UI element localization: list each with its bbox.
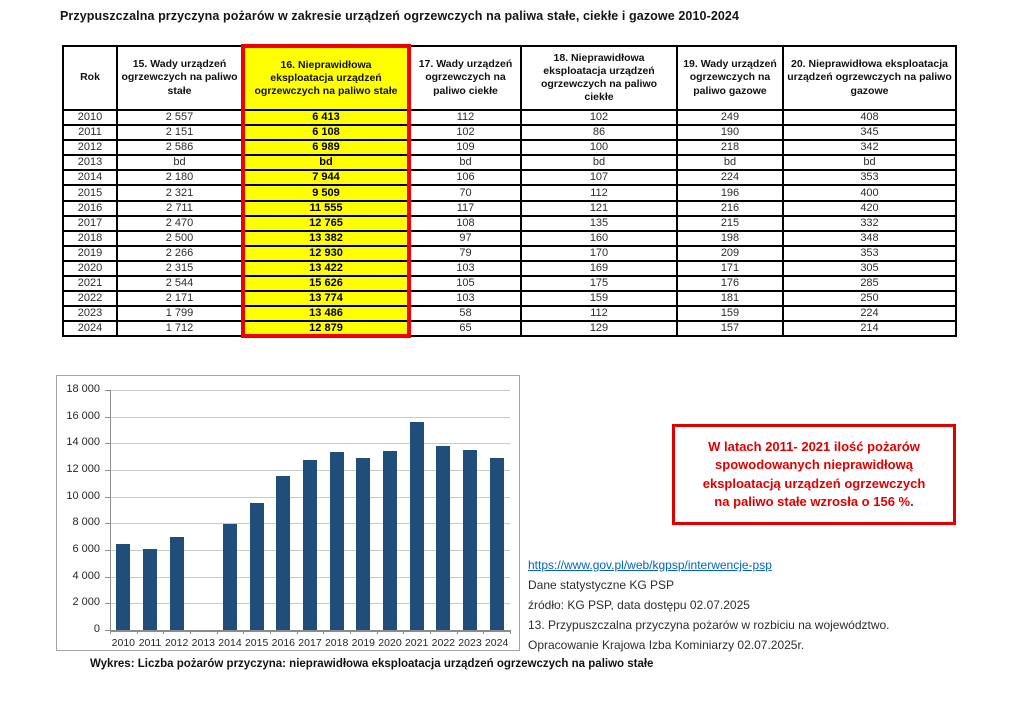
column-header: Rok	[63, 46, 117, 110]
x-axis-tick	[377, 630, 378, 634]
chart-bar	[303, 460, 317, 630]
x-axis-tick	[510, 630, 511, 634]
year-cell: 2024	[63, 321, 117, 336]
table-cell: 129	[521, 321, 677, 336]
table-cell: 400	[783, 185, 956, 200]
table-cell: 58	[409, 306, 521, 321]
table-head	[63, 46, 956, 110]
x-axis-tick-label: 2016	[271, 637, 295, 649]
table-row	[63, 216, 956, 231]
sources-block	[528, 555, 890, 655]
x-axis-tick	[430, 630, 431, 634]
table-cell: 215	[677, 216, 783, 231]
table-row	[63, 201, 956, 216]
table-cell: 157	[677, 321, 783, 336]
chart-bar	[170, 537, 184, 630]
table-row	[63, 170, 956, 185]
year-cell: 2013	[63, 155, 117, 170]
chart-bar	[383, 451, 397, 630]
x-axis-tick-label: 2019	[351, 637, 375, 649]
x-axis-tick-label: 2018	[324, 637, 349, 649]
table-row	[63, 110, 956, 125]
table-row	[63, 276, 956, 291]
year-cell: 2014	[63, 170, 117, 185]
table-cell: 6 413	[243, 110, 409, 125]
table-cell: 6 989	[243, 140, 409, 155]
chart-bar	[463, 450, 477, 630]
annotation-line: na paliwo stałe wzrosła o 156 %.	[714, 493, 914, 509]
table-cell: 117	[409, 201, 521, 216]
year-cell: 2012	[63, 140, 117, 155]
table-cell: 170	[521, 246, 677, 261]
x-axis-tick-label: 2014	[218, 637, 242, 649]
table-cell: 224	[783, 306, 956, 321]
table-row	[63, 140, 956, 155]
table-cell: 285	[783, 276, 956, 291]
table-cell: 12 930	[243, 246, 409, 261]
table-cell: 175	[521, 276, 677, 291]
source-line: Opracowanie Krajowa Izba Kominiarzy 02.07.2025r.	[528, 638, 805, 652]
annotation-box	[672, 424, 956, 525]
table-cell: 2 315	[117, 261, 243, 276]
table-cell: 102	[409, 125, 521, 140]
y-axis-tick-label: 0	[93, 623, 100, 635]
y-axis-tick-label: 10 000	[66, 489, 100, 502]
table-cell: 103	[409, 261, 521, 276]
table-cell: 13 422	[243, 261, 409, 276]
table-cell: bd	[117, 155, 243, 170]
chart-bar	[223, 524, 237, 630]
table-cell: 108	[409, 216, 521, 231]
table-body	[63, 110, 956, 336]
table-cell: 70	[409, 185, 521, 200]
gov-psp-link[interactable]: https://www.gov.pl/web/kgpsp/interwencje-psp	[528, 558, 772, 572]
x-axis-tick-label: 2023	[458, 637, 482, 649]
x-axis-tick	[110, 630, 111, 634]
chart-bar	[143, 549, 157, 630]
table-cell: 214	[783, 321, 956, 336]
table-cell: 112	[521, 306, 677, 321]
table-cell: 112	[409, 110, 521, 125]
x-axis-tick-label: 2020	[378, 637, 402, 649]
table-cell: 353	[783, 170, 956, 185]
source-line: źródło: KG PSP, data dostępu 02.07.2025	[528, 598, 750, 612]
source-link-line	[528, 555, 890, 575]
table-row	[63, 125, 956, 140]
y-axis-tick-label: 4 000	[72, 569, 100, 582]
table-cell: 408	[783, 110, 956, 125]
chart-bar	[410, 422, 424, 630]
chart-bar	[116, 544, 130, 630]
year-cell: 2016	[63, 201, 117, 216]
chart-bar	[436, 446, 450, 630]
table-cell: 342	[783, 140, 956, 155]
column-header: 15. Wady urządzeń ogrzewczych na paliwo stałe	[117, 46, 243, 110]
x-axis-tick	[483, 630, 484, 634]
table-cell: 2 544	[117, 276, 243, 291]
x-axis-tick	[297, 630, 298, 634]
y-axis-tick-label: 18 000	[66, 383, 100, 395]
table-cell: 13 486	[243, 306, 409, 321]
table-row	[63, 306, 956, 321]
column-header: 18. Nieprawidłowa eksploatacja urządzeń ogrzewczych na paliwo ciekłe	[521, 46, 677, 110]
annotation-line: eksploatacją urządzeń ogrzewczych	[702, 475, 926, 491]
table-cell: 7 944	[243, 170, 409, 185]
y-axis-tick-label: 8 000	[72, 516, 100, 529]
table-cell: 249	[677, 110, 783, 125]
chart-bar	[490, 458, 504, 630]
annotation-line: W latach 2011- 2021 ilość pożarów	[708, 438, 920, 454]
page-title: Przypuszczalna przyczyna pożarów w zakresie urządzeń ogrzewczych na paliwa stałe, ciekłe i gazowe 2010-2024	[60, 9, 740, 23]
chart-bar	[356, 458, 370, 630]
column-header: 19. Wady urządzeń ogrzewczych na paliwo gazowe	[677, 46, 783, 110]
table-cell: 190	[677, 125, 783, 140]
x-axis-tick-label: 2024	[484, 637, 509, 649]
table-cell: 159	[677, 306, 783, 321]
table-cell: 13 774	[243, 291, 409, 306]
y-axis-tick-label: 16 000	[66, 409, 100, 422]
table-cell: bd	[677, 155, 783, 170]
table-cell: 97	[409, 231, 521, 246]
table-cell: 218	[677, 140, 783, 155]
x-axis-line	[110, 630, 511, 632]
table-cell: 2 151	[117, 125, 243, 140]
table-cell: 100	[521, 140, 677, 155]
bar-chart	[56, 375, 520, 651]
year-cell: 2018	[63, 231, 117, 246]
table-cell: 106	[409, 170, 521, 185]
x-axis-tick-label: 2012	[164, 637, 189, 649]
y-axis-tick-label: 12 000	[66, 463, 100, 475]
column-header: 20. Nieprawidłowa eksploatacja urządzeń ogrzewczych na paliwo gazowe	[783, 46, 956, 110]
y-axis-line	[110, 390, 111, 630]
chart-bar	[250, 503, 264, 630]
table-cell: 224	[677, 170, 783, 185]
table-row	[63, 155, 956, 170]
table-cell: 209	[677, 246, 783, 261]
table-row	[63, 261, 956, 276]
table-cell: 181	[677, 291, 783, 306]
table-cell: 353	[783, 246, 956, 261]
table-cell: 2 171	[117, 291, 243, 306]
table-cell: 198	[677, 231, 783, 246]
table-cell: 2 180	[117, 170, 243, 185]
table-header-row	[63, 46, 956, 110]
source-line: Dane statystyczne KG PSP	[528, 578, 675, 592]
annotation-text	[675, 438, 953, 512]
table-cell: 348	[783, 231, 956, 246]
table-cell: 2 321	[117, 185, 243, 200]
table-cell: bd	[521, 155, 677, 170]
year-cell: 2011	[63, 125, 117, 140]
x-axis-tick	[190, 630, 191, 634]
table-cell: 420	[783, 201, 956, 216]
table-cell: 2 711	[117, 201, 243, 216]
gridline	[110, 417, 510, 418]
chart-caption: Wykres: Liczba pożarów przyczyna: nieprawidłowa eksploatacja urządzeń ogrzewczych na paliwo stałe	[90, 658, 654, 670]
table-cell: 105	[409, 276, 521, 291]
table-cell: 2 266	[117, 246, 243, 261]
column-header: 17. Wady urządzeń ogrzewczych na paliwo ciekłe	[409, 46, 521, 110]
x-axis-tick-label: 2010	[111, 637, 135, 649]
table-cell: 250	[783, 291, 956, 306]
year-cell: 2021	[63, 276, 117, 291]
x-axis-tick	[323, 630, 324, 634]
x-axis-tick	[350, 630, 351, 634]
year-cell: 2017	[63, 216, 117, 231]
table-cell: 332	[783, 216, 956, 231]
table-cell: 6 108	[243, 125, 409, 140]
table-cell: 176	[677, 276, 783, 291]
table-cell: 102	[521, 110, 677, 125]
y-axis-tick-label: 6 000	[72, 543, 100, 555]
table-cell: 103	[409, 291, 521, 306]
chart-bar	[330, 452, 344, 630]
table-cell: 160	[521, 231, 677, 246]
x-axis-tick-label: 2017	[298, 637, 322, 649]
year-cell: 2015	[63, 185, 117, 200]
annotation-line: spowodowanych nieprawidłową	[715, 457, 913, 473]
table-cell: 1 712	[117, 321, 243, 336]
column-header: 16. Nieprawidłowa eksploatacja urządzeń ogrzewczych na paliwo stałe	[243, 46, 409, 110]
year-cell: 2022	[63, 291, 117, 306]
chart-bar	[276, 476, 290, 630]
table-cell: 169	[521, 261, 677, 276]
table-row	[63, 321, 956, 336]
table-row	[63, 291, 956, 306]
x-axis-tick	[217, 630, 218, 634]
x-axis-tick-label: 2011	[138, 637, 162, 649]
x-axis-tick-label: 2013	[191, 637, 215, 649]
x-axis-tick	[403, 630, 404, 634]
year-cell: 2010	[63, 110, 117, 125]
table-cell: 159	[521, 291, 677, 306]
table-row	[63, 231, 956, 246]
table-cell: 2 500	[117, 231, 243, 246]
table-cell: 86	[521, 125, 677, 140]
x-axis-tick	[163, 630, 164, 634]
x-axis-tick-label: 2015	[244, 637, 269, 649]
year-cell: 2020	[63, 261, 117, 276]
x-axis-tick-label: 2022	[431, 637, 455, 649]
table-cell: bd	[243, 155, 409, 170]
table-cell: 12 765	[243, 216, 409, 231]
x-axis-tick	[137, 630, 138, 634]
y-axis-tick-label: 2 000	[72, 596, 100, 609]
table-cell: bd	[409, 155, 521, 170]
table-cell: 109	[409, 140, 521, 155]
table-cell: 135	[521, 216, 677, 231]
table-cell: 12 879	[243, 321, 409, 336]
gridline	[110, 390, 510, 391]
table-cell: 2 470	[117, 216, 243, 231]
table-cell: 121	[521, 201, 677, 216]
table-cell: 11 555	[243, 201, 409, 216]
x-axis-tick	[243, 630, 244, 634]
table-cell: 345	[783, 125, 956, 140]
table-cell: 79	[409, 246, 521, 261]
table-cell: 13 382	[243, 231, 409, 246]
table-row	[63, 246, 956, 261]
table-cell: 15 626	[243, 276, 409, 291]
table-cell: 112	[521, 185, 677, 200]
table-row	[63, 185, 956, 200]
table-cell: 2 586	[117, 140, 243, 155]
x-axis-tick-label: 2021	[404, 637, 429, 649]
table-cell: 171	[677, 261, 783, 276]
table-cell: 107	[521, 170, 677, 185]
gridline	[110, 443, 510, 444]
table-cell: 9 509	[243, 185, 409, 200]
table-cell: 2 557	[117, 110, 243, 125]
table-cell: 196	[677, 185, 783, 200]
y-axis-tick-label: 14 000	[66, 436, 100, 449]
table-cell: 65	[409, 321, 521, 336]
table-cell: 305	[783, 261, 956, 276]
table-cell: 216	[677, 201, 783, 216]
table-cell: 1 799	[117, 306, 243, 321]
source-line: 13. Przypuszczalna przyczyna pożarów w rozbiciu na województwo.	[528, 618, 890, 632]
year-cell: 2019	[63, 246, 117, 261]
x-axis-tick	[270, 630, 271, 634]
year-cell: 2023	[63, 306, 117, 321]
x-axis-tick	[457, 630, 458, 634]
table-cell: bd	[783, 155, 956, 170]
data-table	[62, 44, 957, 338]
